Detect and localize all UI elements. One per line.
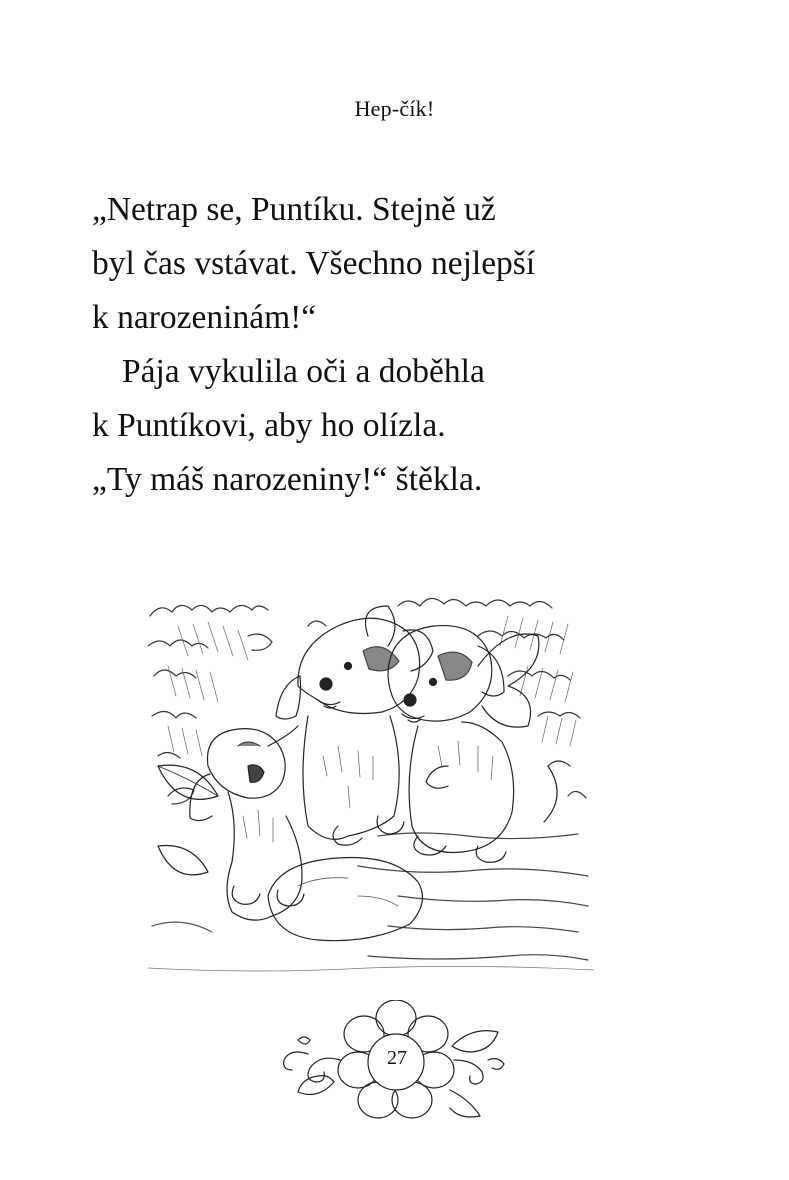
story-text [92,183,712,507]
text-line-5: k Puntíkovi, aby ho olízla. [92,407,446,444]
text-line-1: „Netrap se, Puntíku. Stejně už [92,191,496,228]
text-line-3: k narozeninám!“ [92,299,317,336]
running-head: Hep-čík! [354,96,435,121]
leaf-left-lower [158,846,208,875]
page-number: 27 [387,1047,407,1069]
butterfly-wing-right [478,634,539,727]
puppy-front-left [190,726,304,920]
butterfly-wing-left [366,606,396,646]
left-swirls [284,1037,340,1094]
text-line-6: „Ty máš narozeniny!“ štěkla. [92,461,483,498]
rock [268,858,423,941]
text-line-2: byl čas vstávat. Všechno nejlepší [92,245,536,282]
puppies-illustration [148,596,594,972]
right-swirls [450,1031,504,1117]
puppy-right [388,626,557,863]
leaf-left [158,765,218,799]
hatching [168,616,576,756]
text-line-4: Pája vykulila oči a doběhla [122,353,485,390]
puppy-middle [276,618,433,845]
